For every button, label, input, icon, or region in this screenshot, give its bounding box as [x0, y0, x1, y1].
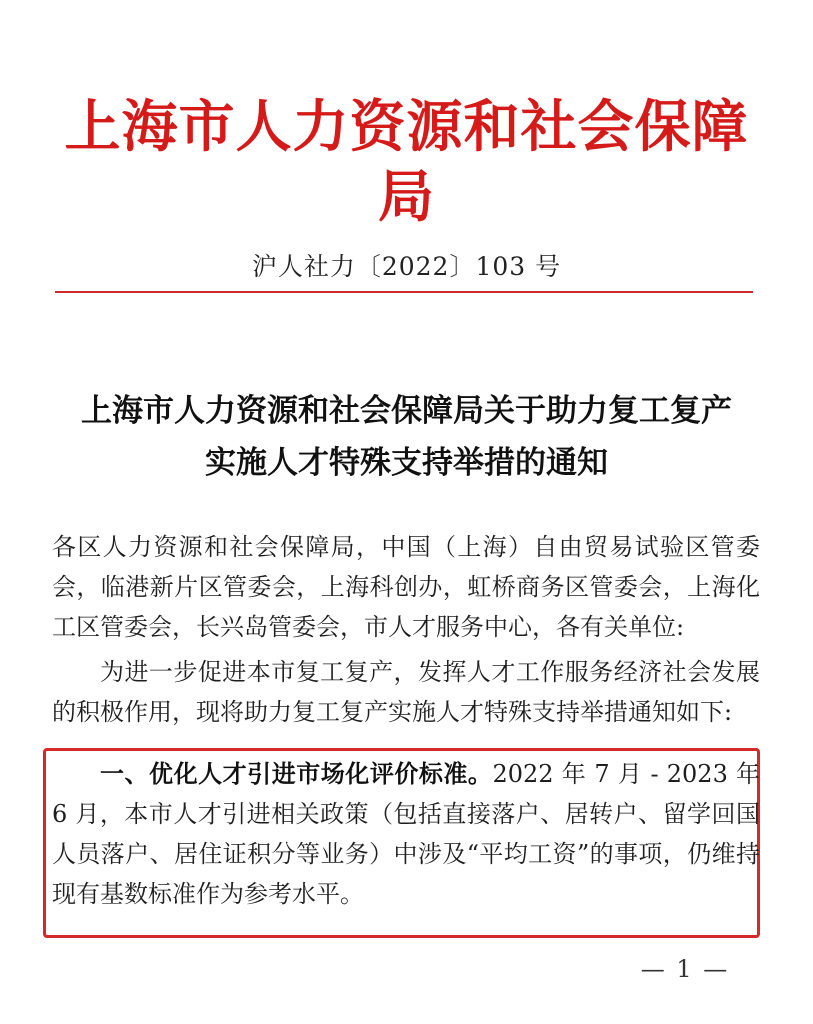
document-number: 沪人社力〔2022〕103 号: [251, 252, 562, 281]
document-title-line-1: 上海市人力资源和社会保障局关于助力复工复产: [81, 393, 732, 429]
item-1-text: 2022 年 7 月 - 2023 年 6 月，本市人才引进相关政策（包括直接落户、居转户、留学回国人员落户、居住证积分等业务）中涉及“平均工资”的事项，仍维持现有基数标准作为参考水平。: [52, 760, 761, 908]
recipients-paragraph: 各区人力资源和社会保障局，中国（上海）自由贸易试验区管委会，临港新片区管委会，上海科创办，虹桥商务区管委会，上海化工区管委会，长兴岛管委会，市人才服务中心，各有关单位:: [52, 533, 760, 641]
intro-paragraph: 为进一步促进本市复工复产，发挥人才工作服务经济社会发展的积极作用，现将助力复工复产实施人才特殊支持举措通知如下:: [52, 658, 760, 726]
item-1-heading: 一、优化人才引进市场化评价标准。: [100, 759, 493, 788]
page-number: — 1 —: [640, 955, 730, 983]
document-title: [20, 385, 793, 489]
item-1-paragraph: [52, 754, 760, 914]
issuing-agency-header: 上海市人力资源和社会保障局: [64, 94, 749, 230]
document-title-line-2: 实施人才特殊支持举措的通知: [205, 445, 608, 481]
red-divider-line: [55, 291, 753, 293]
